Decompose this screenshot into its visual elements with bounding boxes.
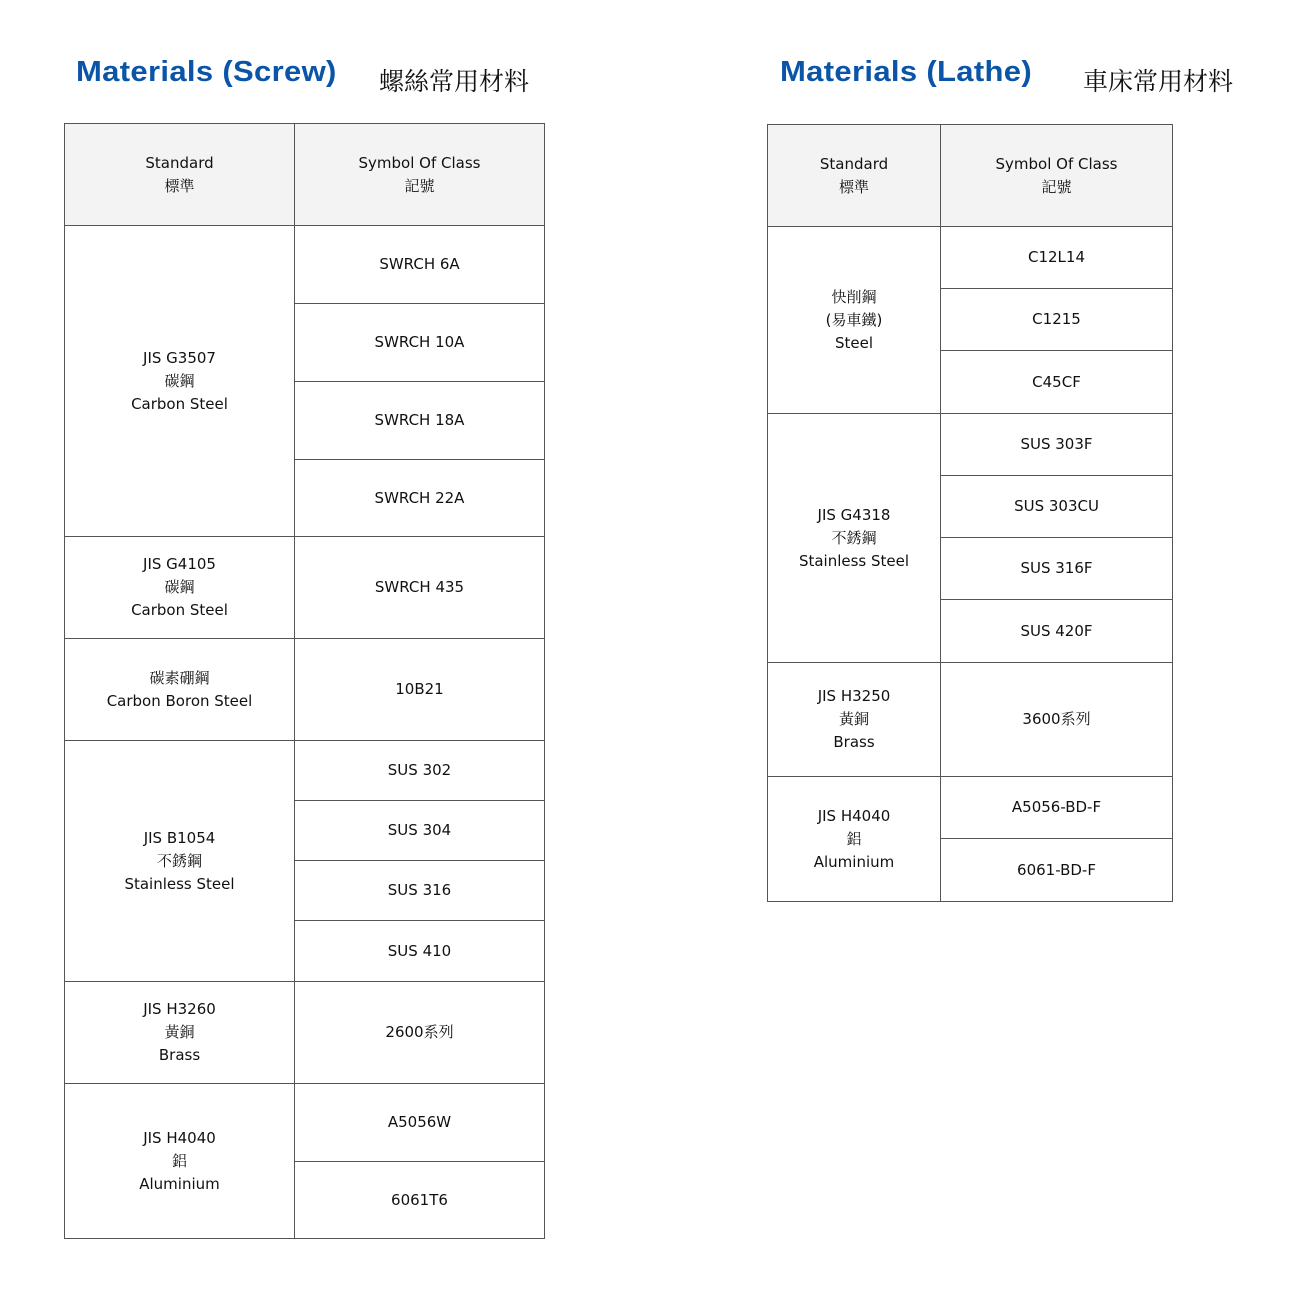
symbol-cell: 3600系列	[941, 663, 1173, 777]
symbol-cell: SWRCH 22A	[295, 460, 545, 537]
symbol-header-zh: 記號	[404, 176, 435, 195]
screw-title-en: Materials (Screw)	[76, 56, 337, 88]
table-row	[65, 226, 545, 304]
symbol-cell: A5056W	[295, 1084, 545, 1162]
lathe-title-en: Materials (Lathe)	[780, 56, 1033, 88]
table-row	[768, 663, 1173, 777]
standard-line: Carbon Steel	[131, 394, 228, 413]
table-row	[768, 777, 1173, 839]
symbol-cell: C1215	[941, 289, 1173, 351]
standard-header-zh: 標準	[838, 177, 869, 196]
standard-header	[768, 125, 941, 227]
standard-line: Brass	[833, 733, 875, 751]
standard-line: Carbon Steel	[131, 601, 228, 619]
symbol-cell: SUS 304	[295, 801, 545, 861]
standard-cell	[65, 639, 295, 741]
standard-line: 鋁	[846, 829, 862, 848]
standard-line: 不銹鋼	[831, 528, 877, 547]
standard-line: 碳素硼鋼	[149, 668, 210, 687]
standard-line: Stainless Steel	[798, 551, 910, 570]
standard-header-zh: 標準	[164, 176, 195, 195]
standard-line: JIS H3250	[817, 687, 891, 705]
standard-line: Brass	[158, 1046, 201, 1064]
symbol-cell: SUS 316F	[941, 538, 1173, 600]
table-row	[768, 227, 1173, 289]
symbol-cell: SWRCH 10A	[295, 304, 545, 382]
table-row	[65, 639, 545, 741]
symbol-cell: SUS 410	[295, 921, 545, 982]
standard-cell	[65, 982, 295, 1084]
standard-line: JIS H4040	[143, 1128, 216, 1147]
standard-line: 黃銅	[838, 710, 869, 728]
table-header-row	[65, 124, 545, 226]
standard-cell	[768, 777, 941, 902]
screw-title-zh: 螺絲常用材料	[379, 67, 530, 96]
symbol-cell: 2600系列	[295, 982, 545, 1084]
standard-cell	[65, 1084, 295, 1239]
symbol-header	[295, 124, 545, 226]
symbol-cell: SUS 303F	[941, 414, 1173, 476]
symbol-cell: C45CF	[941, 351, 1173, 414]
lathe-title-zh: 車床常用材料	[1083, 67, 1234, 96]
symbol-header	[941, 125, 1173, 227]
standard-line: 鋁	[171, 1151, 187, 1170]
symbol-cell: C12L14	[941, 227, 1173, 289]
standard-line: JIS G3507	[143, 348, 216, 367]
standard-cell	[768, 227, 941, 414]
standard-line: JIS B1054	[143, 828, 216, 847]
standard-line: 碳鋼	[164, 371, 195, 390]
standard-line: JIS H3260	[143, 1000, 216, 1018]
standard-line: (易車鐵)	[825, 310, 883, 329]
symbol-cell: A5056-BD-F	[941, 777, 1173, 839]
standard-line: 黃銅	[164, 1023, 195, 1041]
table-header-row	[768, 125, 1173, 227]
symbol-cell: SWRCH 435	[295, 537, 545, 639]
symbol-header-en: Symbol Of Class	[358, 153, 481, 172]
standard-cell	[65, 741, 295, 982]
standard-cell	[65, 226, 295, 537]
symbol-cell: SUS 302	[295, 741, 545, 801]
standard-line: Steel	[834, 333, 874, 352]
symbol-header-zh: 記號	[1041, 177, 1072, 196]
standard-cell	[65, 537, 295, 639]
symbol-cell: SUS 303CU	[941, 476, 1173, 538]
table-row	[65, 1084, 545, 1162]
standard-line: 不銹鋼	[156, 851, 202, 870]
symbol-cell: SUS 316	[295, 861, 545, 921]
symbol-cell: 6061-BD-F	[941, 839, 1173, 902]
standard-line: Aluminium	[813, 852, 895, 871]
standard-line: Carbon Boron Steel	[106, 691, 253, 710]
standard-header-en: Standard	[819, 154, 889, 173]
standard-line: 碳鋼	[164, 578, 195, 596]
symbol-cell: SWRCH 6A	[295, 226, 545, 304]
symbol-cell: 6061T6	[295, 1162, 545, 1239]
standard-cell	[768, 663, 941, 777]
symbol-cell: 10B21	[295, 639, 545, 741]
table-row	[65, 741, 545, 801]
symbol-cell: SWRCH 18A	[295, 382, 545, 460]
symbol-header-en: Symbol Of Class	[995, 154, 1118, 173]
standard-line: Aluminium	[139, 1174, 220, 1193]
standard-line: JIS G4105	[143, 555, 216, 573]
symbol-cell: SUS 420F	[941, 600, 1173, 663]
standard-header-en: Standard	[145, 153, 214, 172]
table-row	[65, 982, 545, 1084]
standard-cell	[768, 414, 941, 663]
table-row	[65, 537, 545, 639]
lathe-materials-table	[767, 124, 1173, 902]
screw-materials-table	[64, 123, 545, 1239]
standard-line: JIS H4040	[817, 806, 891, 825]
standard-header	[65, 124, 295, 226]
standard-line: 快削鋼	[831, 287, 877, 306]
standard-line: JIS G4318	[817, 505, 891, 524]
standard-line: Stainless Steel	[124, 874, 235, 893]
table-row	[768, 414, 1173, 476]
